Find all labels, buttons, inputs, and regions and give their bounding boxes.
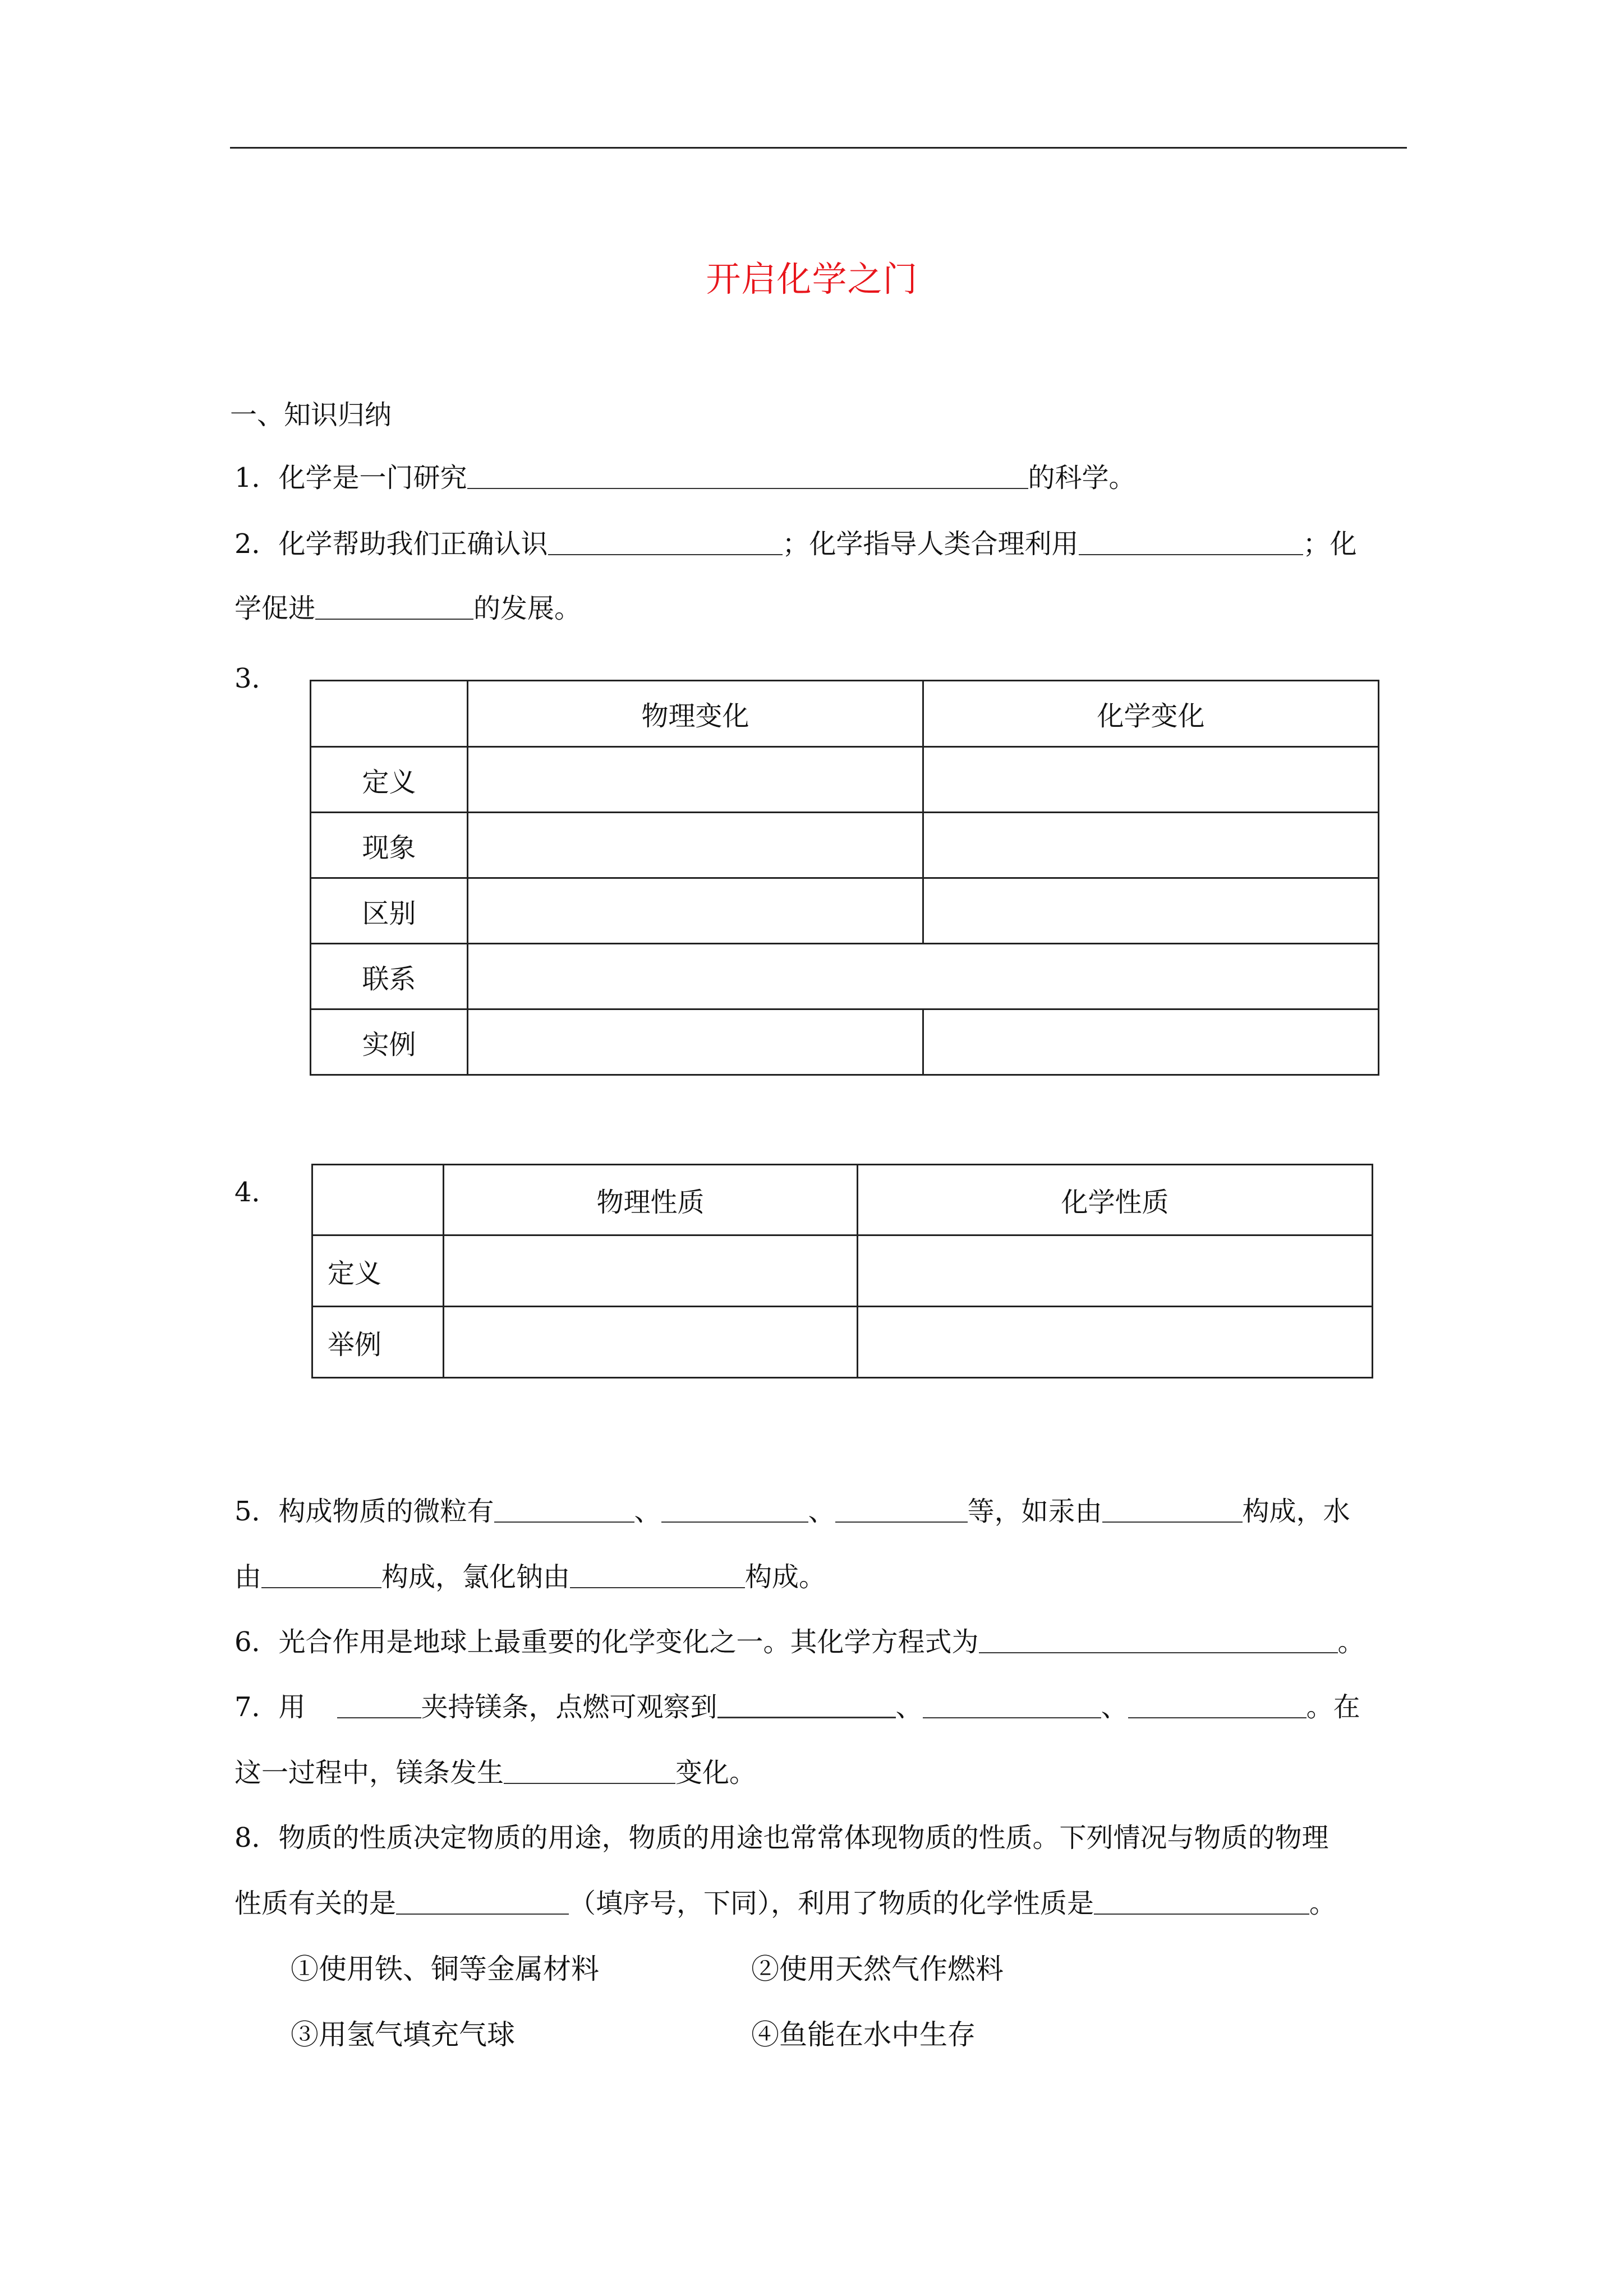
table-row bbox=[311, 1009, 1379, 1075]
row-label: 联系 bbox=[311, 944, 468, 1009]
answer-cell[interactable] bbox=[923, 747, 1379, 813]
row-label: 定义 bbox=[312, 1235, 444, 1307]
answer-cell[interactable] bbox=[468, 944, 1379, 1009]
answer-cell[interactable] bbox=[923, 878, 1379, 944]
row-label: 现象 bbox=[311, 813, 468, 878]
row-label: 定义 bbox=[311, 747, 468, 813]
table-header-row bbox=[311, 681, 1379, 747]
answer-cell[interactable] bbox=[468, 747, 923, 813]
question-7-cont: 这一过程中，镁条发生 变化。 bbox=[234, 1757, 757, 1788]
table-row bbox=[312, 1307, 1373, 1378]
row-label: 区别 bbox=[311, 878, 468, 944]
question-4-number: 4． bbox=[234, 1177, 279, 1208]
answer-blank[interactable] bbox=[1094, 1889, 1309, 1915]
answer-blank[interactable] bbox=[1102, 1497, 1243, 1523]
answer-blank[interactable] bbox=[1079, 529, 1303, 555]
column-header: 化学性质 bbox=[858, 1165, 1373, 1235]
question-8: 8．物质的性质决定物质的用途，物质的用途也常常体现物质的性质。下列情况与物质的物理 bbox=[234, 1822, 1329, 1854]
question-2-cont: 学促进 的发展。 bbox=[234, 593, 582, 624]
answer-cell[interactable] bbox=[923, 813, 1379, 878]
answer-cell[interactable] bbox=[468, 813, 923, 878]
answer-cell[interactable] bbox=[858, 1307, 1373, 1378]
question-5: 5．构成物质的微粒有 、 、 等，如汞由 构成，水 bbox=[234, 1496, 1350, 1527]
answer-blank[interactable] bbox=[467, 463, 1028, 489]
section-heading: 一、知识归纳 bbox=[230, 399, 392, 431]
table-row bbox=[311, 747, 1379, 813]
question-1: 1．化学是一门研究 的科学。 bbox=[234, 462, 1136, 494]
answer-blank[interactable] bbox=[835, 1497, 968, 1523]
answer-cell[interactable] bbox=[444, 1307, 858, 1378]
answer-blank[interactable] bbox=[337, 1693, 421, 1718]
question-5-cont: 由 构成，氯化钠由 构成。 bbox=[234, 1561, 826, 1593]
answer-blank[interactable] bbox=[979, 1628, 1338, 1653]
option-2: ②使用天然气作燃料 bbox=[751, 1953, 1004, 1985]
answer-blank[interactable] bbox=[494, 1497, 634, 1523]
answer-blank[interactable] bbox=[661, 1497, 808, 1523]
table-header-row bbox=[312, 1165, 1373, 1235]
answer-blank[interactable] bbox=[923, 1693, 1101, 1718]
row-label: 实例 bbox=[311, 1009, 468, 1075]
option-4: ④鱼能在水中生存 bbox=[751, 2018, 976, 2051]
answer-blank[interactable] bbox=[504, 1758, 675, 1784]
option-3: ③用氢气填充气球 bbox=[291, 2018, 515, 2051]
answer-blank[interactable] bbox=[261, 1562, 381, 1588]
table-corner bbox=[311, 681, 468, 747]
page-title: 开启化学之门 bbox=[706, 259, 918, 299]
table-row bbox=[311, 813, 1379, 878]
table-row bbox=[312, 1235, 1373, 1307]
property-table bbox=[311, 1164, 1373, 1378]
answer-cell[interactable] bbox=[468, 1009, 923, 1075]
answer-blank[interactable] bbox=[396, 1889, 569, 1915]
column-header: 物理性质 bbox=[444, 1165, 858, 1235]
table-row bbox=[311, 878, 1379, 944]
change-table bbox=[310, 680, 1379, 1076]
question-7: 7．用 夹持镁条，点燃可观察到 、 、 。在 bbox=[234, 1691, 1360, 1723]
column-header: 物理变化 bbox=[468, 681, 923, 747]
table-corner bbox=[312, 1165, 444, 1235]
option-1: ①使用铁、铜等金属材料 bbox=[291, 1953, 599, 1985]
answer-cell[interactable] bbox=[858, 1235, 1373, 1307]
answer-blank[interactable] bbox=[717, 1692, 896, 1718]
column-header: 化学变化 bbox=[923, 681, 1379, 747]
answer-blank[interactable] bbox=[315, 594, 473, 620]
question-8-cont: 性质有关的是 （填序号，下同），利用了物质的化学性质是 。 bbox=[234, 1888, 1337, 1919]
question-6: 6．光合作用是地球上最重要的化学变化之一。其化学方程式为 。 bbox=[234, 1626, 1365, 1658]
question-2: 2．化学帮助我们正确认识 ；化学指导人类合理利用 ；化 bbox=[234, 528, 1357, 560]
answer-cell[interactable] bbox=[444, 1235, 858, 1307]
header-rule bbox=[230, 147, 1407, 149]
answer-cell[interactable] bbox=[923, 1009, 1379, 1075]
question-3-number: 3． bbox=[234, 663, 279, 694]
table-row bbox=[311, 944, 1379, 1009]
answer-blank[interactable] bbox=[548, 529, 783, 555]
answer-cell[interactable] bbox=[468, 878, 923, 944]
answer-blank[interactable] bbox=[570, 1562, 745, 1588]
answer-blank[interactable] bbox=[1128, 1693, 1306, 1718]
row-label: 举例 bbox=[312, 1307, 444, 1378]
